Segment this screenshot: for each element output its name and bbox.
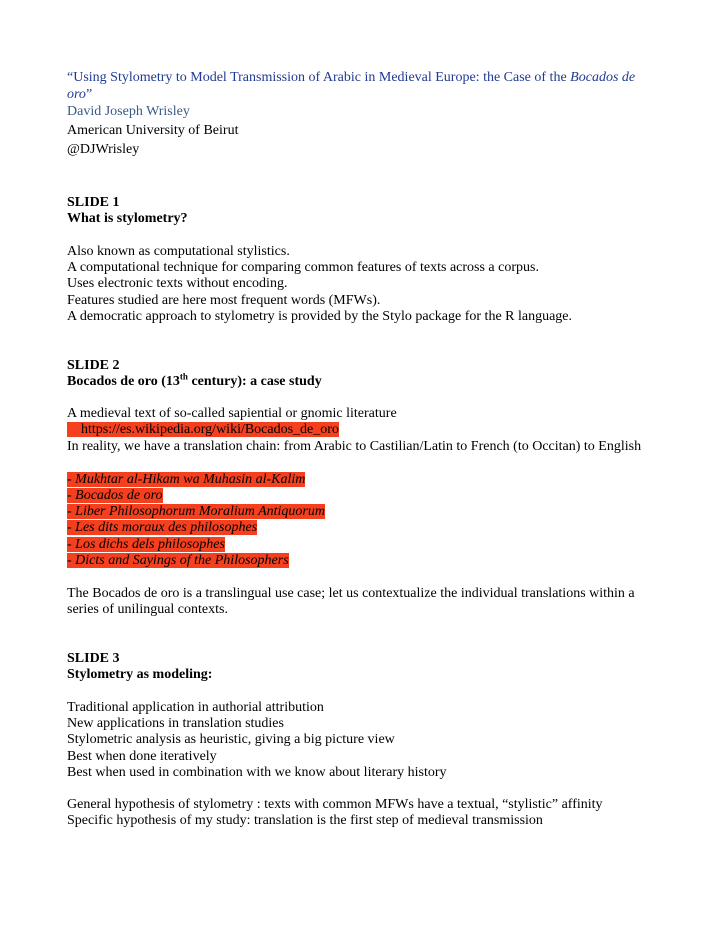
talk-title-cont	[67, 87, 92, 103]
talk-title-italic: Bocados de	[570, 70, 636, 85]
slide3-line: New applications in translation studies	[67, 716, 284, 731]
slide1-subheading: What is stylometry?	[67, 211, 188, 226]
slide2-line: A medieval text of so-called sapiential or gnomic literature	[67, 406, 397, 421]
slide3-line: Best when used in combination with we know about literary history	[67, 765, 447, 780]
chain-item	[67, 504, 325, 520]
chain-item-text: - Bocados de oro	[67, 488, 163, 503]
general-hypothesis: General hypothesis of stylometry : texts with common MFWs have a textual, “stylistic” affinity	[67, 797, 603, 812]
chain-item	[67, 537, 225, 553]
slide1-line: Also known as computational stylistics.	[67, 244, 290, 259]
slide2-subheading-post: century): a case study	[187, 374, 322, 389]
slide3-line: Stylometric analysis as heuristic, giving a big picture view	[67, 732, 395, 747]
chain-item-text: - Les dits moraux des philosophes	[67, 520, 258, 535]
chain-item	[67, 472, 305, 488]
slide2-subheading-pre: Bocados de oro (13	[67, 374, 180, 389]
slide2-subheading	[67, 371, 322, 390]
chain-item	[67, 488, 163, 504]
slide3-line: Traditional application in authorial attribution	[67, 700, 324, 715]
slide1-line: Uses electronic texts without encoding.	[67, 276, 288, 291]
slide1-line: A computational technique for comparing common features of texts across a corpus.	[67, 260, 539, 275]
slide2-subheading-sup: th	[179, 371, 188, 382]
talk-title-italic-cont: oro	[67, 87, 86, 102]
slide2-heading: SLIDE 2	[67, 358, 120, 373]
chain-item-text: - Dicts and Sayings of the Philosophers	[67, 553, 289, 568]
affiliation: American University of Beirut	[67, 123, 239, 138]
talk-title-text: “Using Stylometry to Model Transmission of Arabic in Medieval Europe: the Case of the	[67, 70, 571, 85]
slide2-line: In reality, we have a translation chain: from Arabic to Castilian/Latin to French (to Occitan) to English	[67, 439, 642, 454]
slide3-line: Best when done iteratively	[67, 749, 217, 764]
slide1-line: A democratic approach to stylometry is provided by the Stylo package for the R language.	[67, 309, 573, 324]
slide2-paragraph: The Bocados de oro is a translingual use case; let us contextualize the individual translations within a	[67, 586, 635, 601]
chain-item	[67, 553, 289, 569]
slide2-paragraph-cont: series of unilingual contexts.	[67, 602, 228, 617]
slide1-line: Features studied are here most frequent words (MFWs).	[67, 293, 381, 308]
author-name: David Joseph Wrisley	[67, 104, 190, 119]
chain-item	[67, 520, 257, 536]
wikipedia-link-text[interactable]: https://es.wikipedia.org/wiki/Bocados_de_oro	[67, 422, 339, 437]
chain-item-text: - Los dichs dels philosophes	[67, 537, 225, 552]
wikipedia-link[interactable]	[67, 422, 339, 438]
chain-item-text: - Liber Philosophorum Moralium Antiquorum	[67, 504, 325, 519]
twitter-handle: @DJWrisley	[67, 142, 140, 157]
specific-hypothesis: Specific hypothesis of my study: translation is the first step of medieval transmission	[67, 813, 543, 828]
talk-title-close: ”	[85, 87, 93, 102]
slide1-heading: SLIDE 1	[67, 195, 120, 210]
slide3-heading: SLIDE 3	[67, 651, 120, 666]
talk-title	[67, 70, 635, 86]
chain-item-text: - Mukhtar al-Hikam wa Muhasin al-Kalim	[67, 472, 306, 487]
slide3-subheading: Stylometry as modeling:	[67, 667, 213, 682]
